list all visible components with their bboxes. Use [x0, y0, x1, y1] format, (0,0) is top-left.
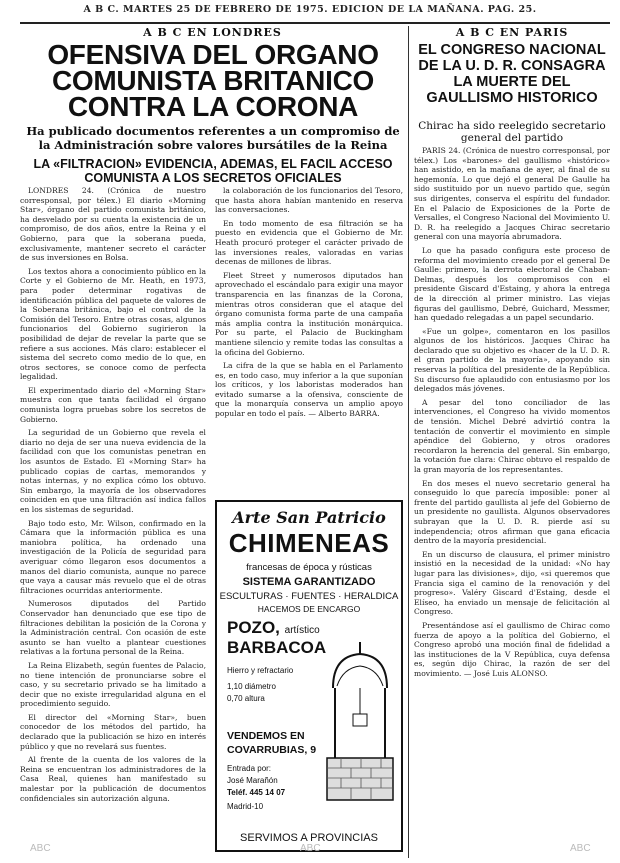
left-headline: OFENSIVA DEL ORGANO COMUNISTA BRITANICO CONTRA LA CORONA: [47, 39, 379, 122]
paragraph: El experimentado diario del «Morning Star» muestra con que tanta facilidad el órgano comunista logra pruebas sobre los secretos de Gobierno.: [20, 385, 206, 424]
paragraph: La seguridad de un Gobierno que revela el diario no deja de ser una nueva evidencia de la facilidad con que los comunistas penetran en los asuntos de Estado. El «Morning Star» ha publicado copias de cartas, memorandos y notas internas, y no explica cómo los obtuvo. Sin embargo, la mayoría de los observadores coinciden en que una filtración así indica fallos en los sistemas de seguridad.: [20, 428, 206, 514]
ad-pozo-small: artístico: [284, 625, 320, 636]
paragraph: Fleet Street y numerosos diputados han aprovechado el escándalo para exigir una mayor transparencia en las finanzas de la Corona, mientras otros consideran que el ataque del órgano comunista forma parte de una campaña más amplia contra la institución monárquica. Por su parte, el Palacio de Buckingham mantiene silencio y remite todas las consultas a la oficina del Gobierno.: [215, 270, 403, 357]
left-subhead: Ha publicado documentos referentes a un compromiso de la Administración sobre valores bursátiles de la Reina: [26, 124, 400, 152]
paragraph: la colaboración de los funcionarios del Tesoro, que hasta ahora habían mantenido en reserva las conversaciones.: [215, 186, 403, 215]
paragraph: El director del «Morning Star», buen conocedor de los métodos del partido, ha declarado que la publicación se hizo en interés público y que no revelará sus fuentes.: [20, 712, 206, 751]
well-illustration: [323, 638, 397, 818]
right-subhead: Chirac ha sido reelegido secretario general del partido: [418, 120, 606, 144]
paragraph: Presentándose así el gaullismo de Chirac como fuerza de apoyo a la política del Gobierno, el Congreso aprobó una moción final de fidelidad a las instituciones de la V República, cuya defensa es, según dijo Chirac, la razón de ser del movimiento. — José Luis ALONSO.: [414, 620, 610, 678]
page-header: A B C. MARTES 25 DE FEBRERO DE 1975. EDICION DE LA MAÑANA. PAG. 25.: [83, 4, 537, 15]
left-column-2: [215, 186, 403, 496]
right-headline: EL CONGRESO NACIONAL DE LA U. D. R. CONSAGRA LA MUERTE DEL GAULLISMO HISTORICO: [418, 42, 606, 106]
advertisement: [215, 500, 403, 852]
ad-barbacoa: BARBACOA: [227, 638, 327, 657]
ad-footer: SERVIMOS A PROVINCIAS: [240, 832, 378, 844]
ad-title: CHIMENEAS: [228, 528, 390, 558]
paragraph: En dos meses el nuevo secretario general ha conseguido lo que parecía imposible: poner al frente del partido gaullista al jefe del Gobierno de un presidente no gaullista. Algunos observadores subrayan que la U. D. R. pierde así su independencia; otros afirman que gana eficacia dentro de la mayoría presidencial.: [414, 478, 610, 546]
ad-line-2: SISTEMA GARANTIZADO: [242, 576, 376, 588]
paragraph: Lo que ha pasado configura este proceso de reforma del movimiento creado por el general De Gaulle: primero, la derrota electoral de Chaban-Delmas, después los compromisos con el presidente Giscard d'Estaing, y ahora la entrega de la dirección al primer ministro. Las viejas figuras del gaullismo, Debré, Guichard, Messmer, han quedado relegadas a un papel secundario.: [414, 245, 610, 323]
ad-item: 0,70 altura: [227, 694, 265, 703]
paragraph: «Fue un golpe», comentaron en los pasillos algunos de los históricos. Jacques Chirac ha declarado que su objetivo es «hacer de la U. D. R. el gran partido de la mayoría», apoyando sin reservas la política del presidente de la República. Su discurso fue aplaudido con entusiasmo por los delegados más jóvenes.: [414, 326, 610, 394]
watermark: ABC: [300, 843, 321, 854]
paragraph: En todo momento de esa filtración se ha puesto en evidencia que el Gobierno de Mr. Heath procuró proteger el carácter privado de las inversiones reales, valoradas en varias decenas de millones de libras.: [215, 218, 403, 267]
paragraph: Numerosos diputados del Partido Conservador han denunciado que ese tipo de filtraciones debilitan la posición de la Corona y la Administración central. Con ocasión de este asunto se han vuelto a plantear cuestiones relativas a la fortuna personal de la Reina.: [20, 599, 206, 657]
ad-line-3: ESCULTURAS · FUENTES · HERALDICA: [219, 591, 399, 602]
ad-address: José Marañón: [227, 776, 278, 785]
ad-item: 1,10 diámetro: [227, 682, 276, 691]
paragraph: La Reina Elizabeth, según fuentes de Palacio, no tiene intención de pronunciarse sobre el caso, y su secretario privado se ha limitado a decir que no existe irregularidad alguna en el procedimiento seguido.: [20, 660, 206, 709]
watermark: ABC: [30, 843, 51, 854]
paragraph: Bajo todo esto, Mr. Wilson, confirmado en la Cámara que la información pública es una maniobra política, ha ordenado una investigación de la Policía de seguridad para averiguar cómo llegaron esos documentos a manos del diario comunista, aunque no parece que vaya a causar más revuelo que el de otras filtraciones ocurridas anteriormente.: [20, 518, 206, 595]
header-rule: [20, 22, 610, 24]
ad-phone: Teléf. 445 14 07: [227, 788, 286, 797]
paragraph: LONDRES 24. (Crónica de nuestro corresponsal, por télex.) El diario «Morning Star», órgano del partido comunista británico, ha desvelado por su cuenta la existencia de un compromiso, de dos años, entre la Reina y el Gobierno, para que la soberana pueda, exclusivamente, mantener secreto el carácter de sus inversiones en Bolsa.: [20, 186, 206, 263]
ad-vend-1: VENDEMOS EN: [227, 730, 305, 742]
right-kicker: A B C EN PARIS: [455, 26, 569, 39]
ad-line-1: francesas de época y rústicas: [246, 562, 372, 573]
watermark: ABC: [570, 843, 591, 854]
paragraph: PARIS 24. (Crónica de nuestro corresponsal, por télex.) Los «barones» del gaullismo «histórico» han asistido, en la mañana de ayer, al final de su hegemonía. Lo que dejó el general De Gaulle ha sido sustituido por un nuevo partido que, según sus dirigentes, conserva el espíritu del fundador. En el Palacio de Exposiciones de la Porte de Versalles, el Congreso Nacional del Movimiento U. D. R. ha reelegido a Jacques Chirac secretario general con una mayoría abrumadora.: [414, 146, 610, 242]
paragraph: En un discurso de clausura, el primer ministro insistió en la necesidad de la unidad: «No hay lugar para las divisiones», dijo, «si queremos que Francia siga el camino de la renovación y del progreso». Valéry Giscard d'Estaing, desde el Elíseo, ha enviado un mensaje de felicitación al Congreso.: [414, 549, 610, 617]
ad-vend-2: COVARRUBIAS, 9: [227, 744, 317, 756]
paragraph: Al frente de la cuenta de los valores de la Reina se encuentran los administradores de la Casa Real, quienes han manifestado su malestar por la publicación de documentos confidenciales sin autorización alguna.: [20, 755, 206, 803]
ad-business-name: Arte San Patricio: [232, 508, 386, 527]
ad-item: Hierro y refractario: [227, 666, 294, 675]
paragraph: La cifra de la que se habla en el Parlamento es, en todo caso, muy inferior a la que suponían los críticos, y los laboristas moderados han evitado sumarse a la ofensiva, consciente de que la monarquía conserva un amplio apoyo popular en todo el país. — Alberto BARRA.: [215, 361, 403, 419]
column-divider: [408, 26, 409, 858]
ad-line-4: HACEMOS DE ENCARGO: [257, 604, 361, 614]
ad-address: Madrid-10: [227, 802, 264, 811]
paragraph: A pesar del tono conciliador de las intervenciones, el Congreso ha vivido momentos de tensión. Michel Debré advirtió contra la tentación de convertir el movimiento en simple apéndice del Gobierno, y otros oradores recordaron la herencia del general. Sin embargo, la votación fue clara: Chirac obtuvo el respaldo de la gran mayoría de los representantes.: [414, 397, 610, 474]
left-kicker: A B C EN LONDRES: [143, 26, 282, 39]
left-column-1: [20, 186, 206, 858]
watermark-row: [20, 843, 610, 857]
ad-address: Entrada por:: [227, 764, 272, 773]
right-column: [414, 146, 610, 858]
left-subhead-2: LA «FILTRACION» EVIDENCIA, ADEMAS, EL FACIL ACCESO COMUNISTA A LOS SECRETOS OFICIALES: [33, 157, 393, 185]
paragraph: Los textos ahora a conocimiento público en la Corte y el Gobierno de Mr. Heath, en 1973, para poder determinar rogativas de identificación pública del paquete de valores de la Soberana británica, bajo el control de la Comisión del Tesoro. Entre otras cosas, algunos funcionarios del Gobierno sugirieron la posibilidad de dejar de revelar la parte que se refiere a sus acciones. Más claro: establecer el sistema del secreto como medio de lo que, en otros sectores, se conoce como de perfecta legalidad.: [20, 266, 206, 382]
ad-pozo: POZO, artístico: [227, 618, 320, 637]
